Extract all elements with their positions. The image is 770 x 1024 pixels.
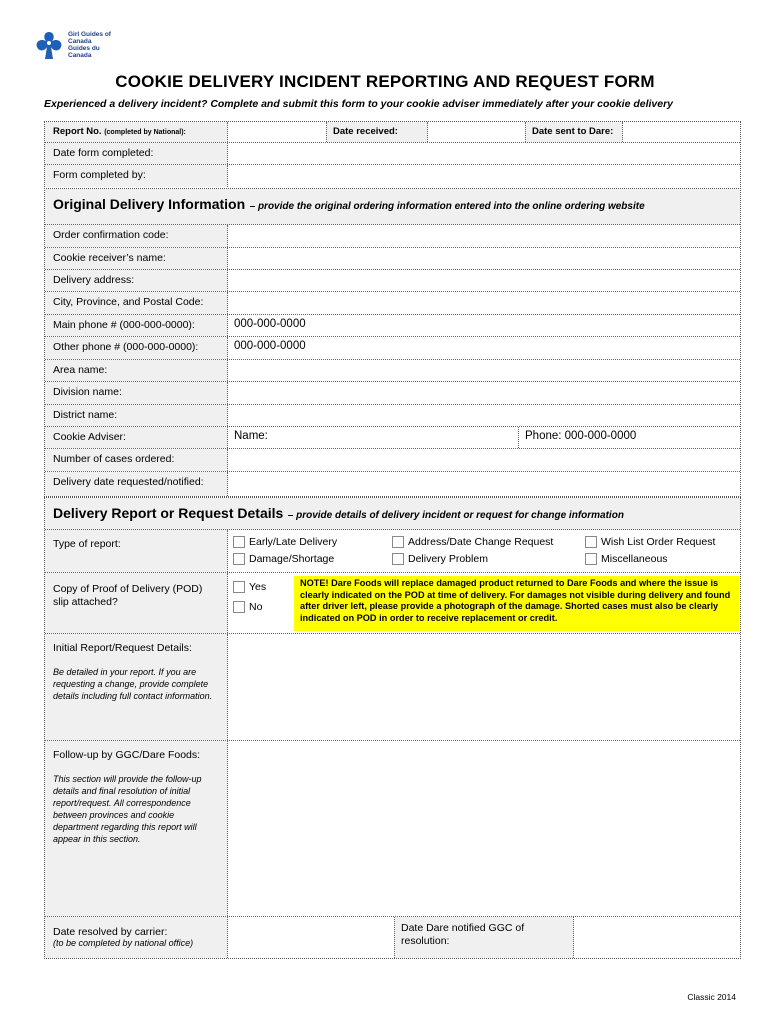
delivery-date-row	[45, 472, 740, 496]
dare-notified-label: Date Dare notified GGC of resolution:	[394, 917, 574, 958]
report-section-note: – provide details of delivery incident or request for change information	[287, 510, 624, 521]
order-code-label: Order confirmation code:	[45, 225, 228, 247]
receiver-row	[45, 248, 740, 270]
city-field[interactable]	[228, 292, 740, 314]
completed-by-field[interactable]	[228, 165, 740, 187]
checkbox-wish-list[interactable]	[585, 536, 597, 548]
option-miscellaneous[interactable]: Miscellaneous	[585, 553, 668, 565]
original-section-note: – provide the original ordering information entered into the online ordering website	[249, 201, 645, 212]
initial-details-field[interactable]	[228, 634, 740, 740]
followup-help: This section will provide the follow-up details and final resolution of initial report/request. All correspondence between provinces and cookie department regarding this report will appear in this section.	[53, 774, 202, 844]
report-section-title: Delivery Report or Request Details	[53, 505, 284, 521]
report-details-block	[44, 497, 741, 959]
checkbox-miscellaneous[interactable]	[585, 553, 597, 565]
followup-label: Follow-up by GGC/Dare Foods:	[53, 749, 201, 761]
initial-details-label: Initial Report/Request Details:	[53, 642, 192, 654]
checkbox-pod-no[interactable]	[233, 601, 245, 613]
followup-label-cell	[45, 741, 228, 916]
resolved-label-cell	[45, 917, 228, 958]
district-field[interactable]	[228, 405, 740, 426]
trefoil-icon	[34, 30, 64, 62]
original-delivery-block	[44, 188, 741, 497]
date-completed-label: Date form completed:	[45, 143, 228, 164]
resolution-row	[45, 917, 740, 958]
original-section-title: Original Delivery Information	[53, 196, 246, 212]
type-of-report-label: Type of report:	[45, 530, 228, 572]
other-phone-field[interactable]: 000-000-0000	[228, 337, 740, 359]
report-no-label: Report No. (completed by National):	[45, 122, 228, 142]
completed-by-label: Form completed by:	[45, 165, 228, 187]
girl-guides-logo	[34, 30, 124, 64]
initial-details-label-cell	[45, 634, 228, 740]
main-phone-label: Main phone # (000-000-0000):	[45, 315, 228, 336]
option-early-late[interactable]: Early/Late Delivery	[233, 536, 337, 548]
option-damage-shortage[interactable]: Damage/Shortage	[233, 553, 334, 565]
original-section-header	[45, 189, 740, 225]
date-completed-row	[45, 143, 740, 165]
city-label: City, Province, and Postal Code:	[45, 292, 228, 314]
address-label: Delivery address:	[45, 270, 228, 291]
checkbox-pod-yes[interactable]	[233, 581, 245, 593]
order-code-field[interactable]	[228, 225, 740, 247]
area-label: Area name:	[45, 360, 228, 381]
district-row	[45, 405, 740, 427]
cases-label: Number of cases ordered:	[45, 449, 228, 471]
adviser-phone-field[interactable]: Phone: 000-000-0000	[518, 427, 740, 448]
followup-row	[45, 741, 740, 917]
adviser-row	[45, 427, 740, 449]
cases-row	[45, 449, 740, 472]
option-address-date-change[interactable]: Address/Date Change Request	[392, 536, 553, 548]
district-label: District name:	[45, 405, 228, 426]
area-row	[45, 360, 740, 382]
type-of-report-row	[45, 530, 740, 573]
initial-details-help: Be detailed in your report. If you are requesting a change, provide complete details including full contact information.	[53, 667, 213, 701]
date-received-field[interactable]	[428, 122, 525, 142]
resolved-field[interactable]	[228, 917, 394, 958]
option-wish-list[interactable]: Wish List Order Request	[585, 536, 715, 548]
other-phone-row	[45, 337, 740, 360]
completed-by-row	[45, 165, 740, 187]
logo-text: Girl Guides of Canada Guides du Canada	[68, 31, 111, 59]
division-row	[45, 382, 740, 405]
date-completed-field[interactable]	[228, 143, 740, 164]
pod-note-box: NOTE! Dare Foods will replace damaged product returned to Dare Foods and where the issue is clearly indicated on the POD at time of delivery. For damages not visible during delivery and found after driver left, please provide a photograph of the damage. Shorted cases must also be clearly indicated on POD in order to receive replacement or credit.	[294, 576, 739, 631]
followup-field[interactable]	[228, 741, 740, 916]
other-phone-label: Other phone # (000-000-0000):	[45, 337, 228, 359]
checkbox-address-date-change[interactable]	[392, 536, 404, 548]
main-phone-row	[45, 315, 740, 337]
area-field[interactable]	[228, 360, 740, 381]
checkbox-damage-shortage[interactable]	[233, 553, 245, 565]
form-title: COOKIE DELIVERY INCIDENT REPORTING AND REQUEST FORM	[115, 72, 655, 91]
resolved-label: Date resolved by carrier:	[53, 926, 168, 938]
option-delivery-problem[interactable]: Delivery Problem	[392, 553, 488, 565]
address-field[interactable]	[228, 270, 740, 291]
delivery-date-label: Delivery date requested/notified:	[45, 472, 228, 496]
city-row	[45, 292, 740, 315]
checkbox-early-late[interactable]	[233, 536, 245, 548]
date-received-label: Date received:	[326, 122, 428, 142]
pod-label: Copy of Proof of Delivery (POD) slip attached?	[45, 573, 228, 633]
adviser-name-field[interactable]: Name:	[228, 427, 518, 448]
date-sent-field[interactable]	[623, 122, 740, 142]
checkbox-delivery-problem[interactable]	[392, 553, 404, 565]
report-no-field[interactable]	[228, 122, 326, 142]
report-no-row	[45, 122, 740, 143]
division-field[interactable]	[228, 382, 740, 404]
adviser-label: Cookie Adviser:	[45, 427, 228, 448]
report-section-header	[45, 498, 740, 530]
delivery-date-field[interactable]	[228, 472, 740, 496]
main-phone-field[interactable]: 000-000-0000	[228, 315, 740, 336]
footer-version: Classic 2014	[687, 992, 736, 1002]
dare-notified-field[interactable]	[574, 917, 740, 958]
option-pod-no[interactable]: No	[233, 601, 262, 613]
receiver-label: Cookie receiver’s name:	[45, 248, 228, 269]
option-pod-yes[interactable]: Yes	[233, 581, 266, 593]
form-subtitle: Experienced a delivery incident? Complete and submit this form to your cookie adviser immediately after your cookie delivery	[44, 98, 674, 110]
order-code-row	[45, 225, 740, 248]
receiver-field[interactable]	[228, 248, 740, 269]
initial-details-row	[45, 634, 740, 741]
date-sent-label: Date sent to Dare:	[525, 122, 623, 142]
header-block	[44, 121, 741, 187]
cases-field[interactable]	[228, 449, 740, 471]
resolved-help: (to be completed by national office)	[53, 938, 194, 948]
division-label: Division name:	[45, 382, 228, 404]
address-row	[45, 270, 740, 292]
